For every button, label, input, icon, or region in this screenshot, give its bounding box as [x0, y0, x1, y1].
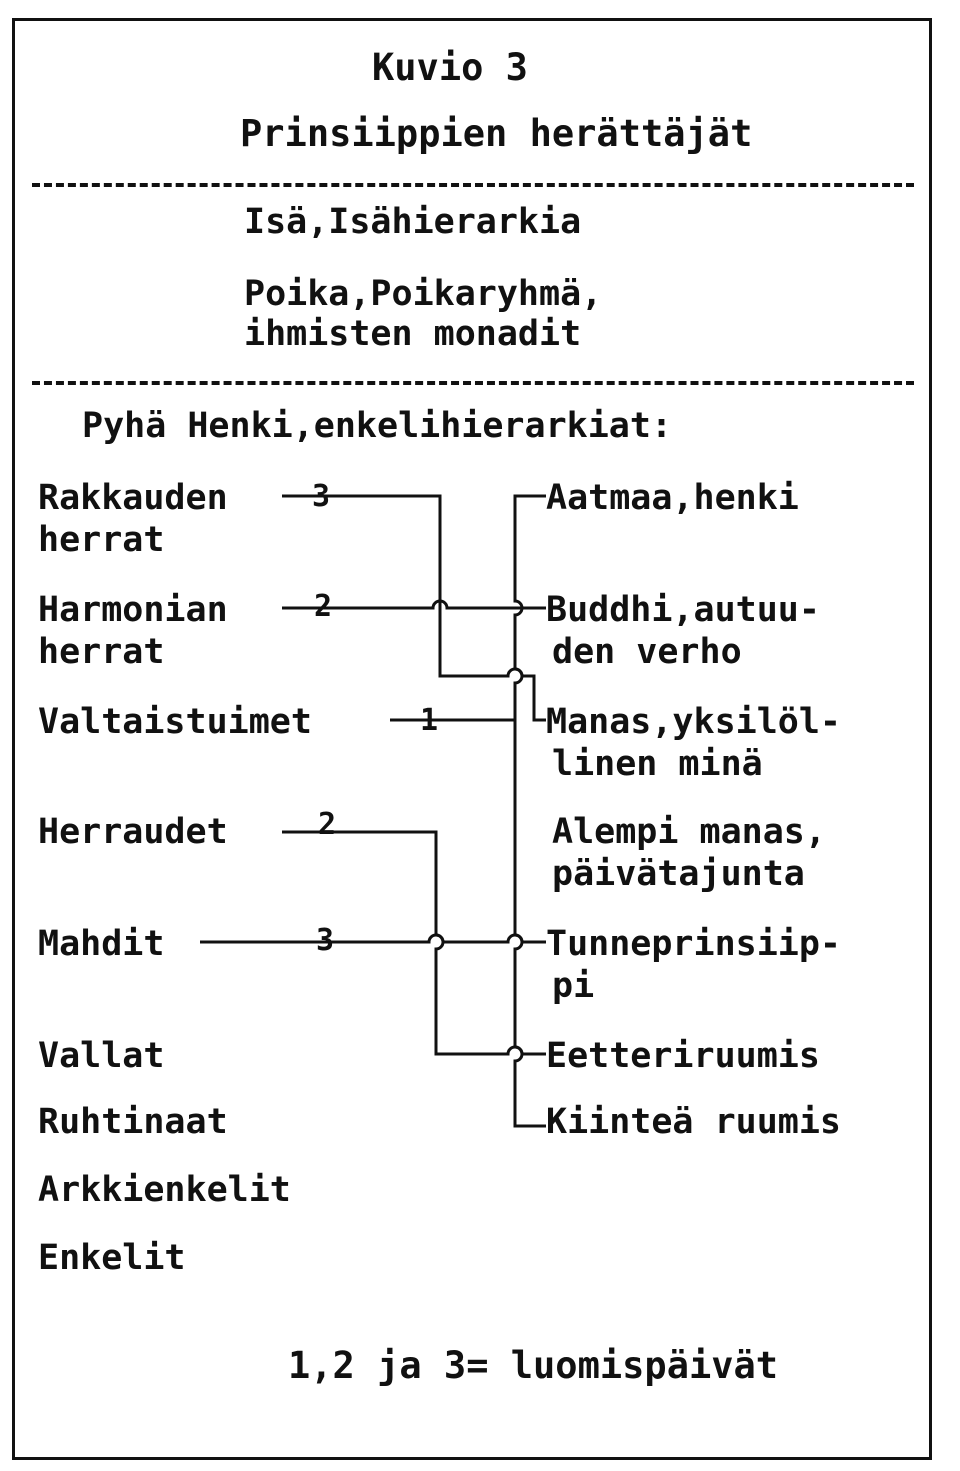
- principle-manas-line2: linen minä: [552, 744, 763, 784]
- principle-eetteriruumis: Eetteriruumis: [546, 1036, 820, 1076]
- day-number-herraudet: 2: [318, 807, 337, 842]
- hierarchy-enkelit: Enkelit: [38, 1238, 186, 1278]
- holy-spirit-label: Pyhä Henki,enkelihierarkiat:: [82, 406, 673, 446]
- principle-aatmaa: Aatmaa,henki: [546, 478, 799, 518]
- figure-title: Prinsiippien herättäjät: [240, 112, 753, 155]
- connector-mahdit-to-tunneprinsiippi: [200, 935, 546, 942]
- day-number-harmonian: 2: [314, 589, 333, 624]
- hierarchy-harmonian-line2: herrat: [38, 632, 165, 672]
- principle-manas: Manas,yksilöl-: [546, 702, 842, 742]
- father-label: Isä,Isähierarkia: [244, 202, 582, 242]
- principle-buddhi: Buddhi,autuu-: [546, 590, 820, 630]
- hierarchy-vallat: Vallat: [38, 1036, 165, 1076]
- hierarchy-herraudet: Herraudet: [38, 812, 228, 852]
- hierarchy-rakkauden-line2: herrat: [38, 520, 165, 560]
- day-number-rakkauden: 3: [312, 479, 331, 514]
- son-label: Poika,Poikaryhmä,: [244, 274, 603, 314]
- day-number-mahdit: 3: [316, 923, 335, 958]
- principle-tunneprinsiippi-line2: pi: [552, 966, 595, 1006]
- hierarchy-arkkienkelit: Arkkienkelit: [38, 1170, 291, 1210]
- hierarchy-valtaistuimet: Valtaistuimet: [38, 702, 312, 742]
- footnote-creation-days: 1,2 ja 3= luomispäivät: [288, 1344, 779, 1387]
- hierarchy-ruhtinaat: Ruhtinaat: [38, 1102, 228, 1142]
- principle-alempi-manas: Alempi manas,: [552, 812, 826, 852]
- day-number-valtaistuimet: 1: [420, 703, 439, 738]
- hierarchy-harmonian: Harmonian: [38, 590, 228, 630]
- principle-tunneprinsiippi: Tunneprinsiip-: [546, 924, 842, 964]
- hierarchy-rakkauden: Rakkauden: [38, 478, 228, 518]
- figure-number: Kuvio 3: [372, 46, 528, 89]
- hierarchy-mahdit: Mahdit: [38, 924, 165, 964]
- monads-label: ihmisten monadit: [244, 314, 582, 354]
- connector-trunk-to-aatmaa: [515, 496, 546, 1126]
- principle-buddhi-line2: den verho: [552, 632, 742, 672]
- principle-alempi-manas-line2: päivätajunta: [552, 854, 805, 894]
- principle-kiintea-ruumis: Kiinteä ruumis: [546, 1102, 842, 1142]
